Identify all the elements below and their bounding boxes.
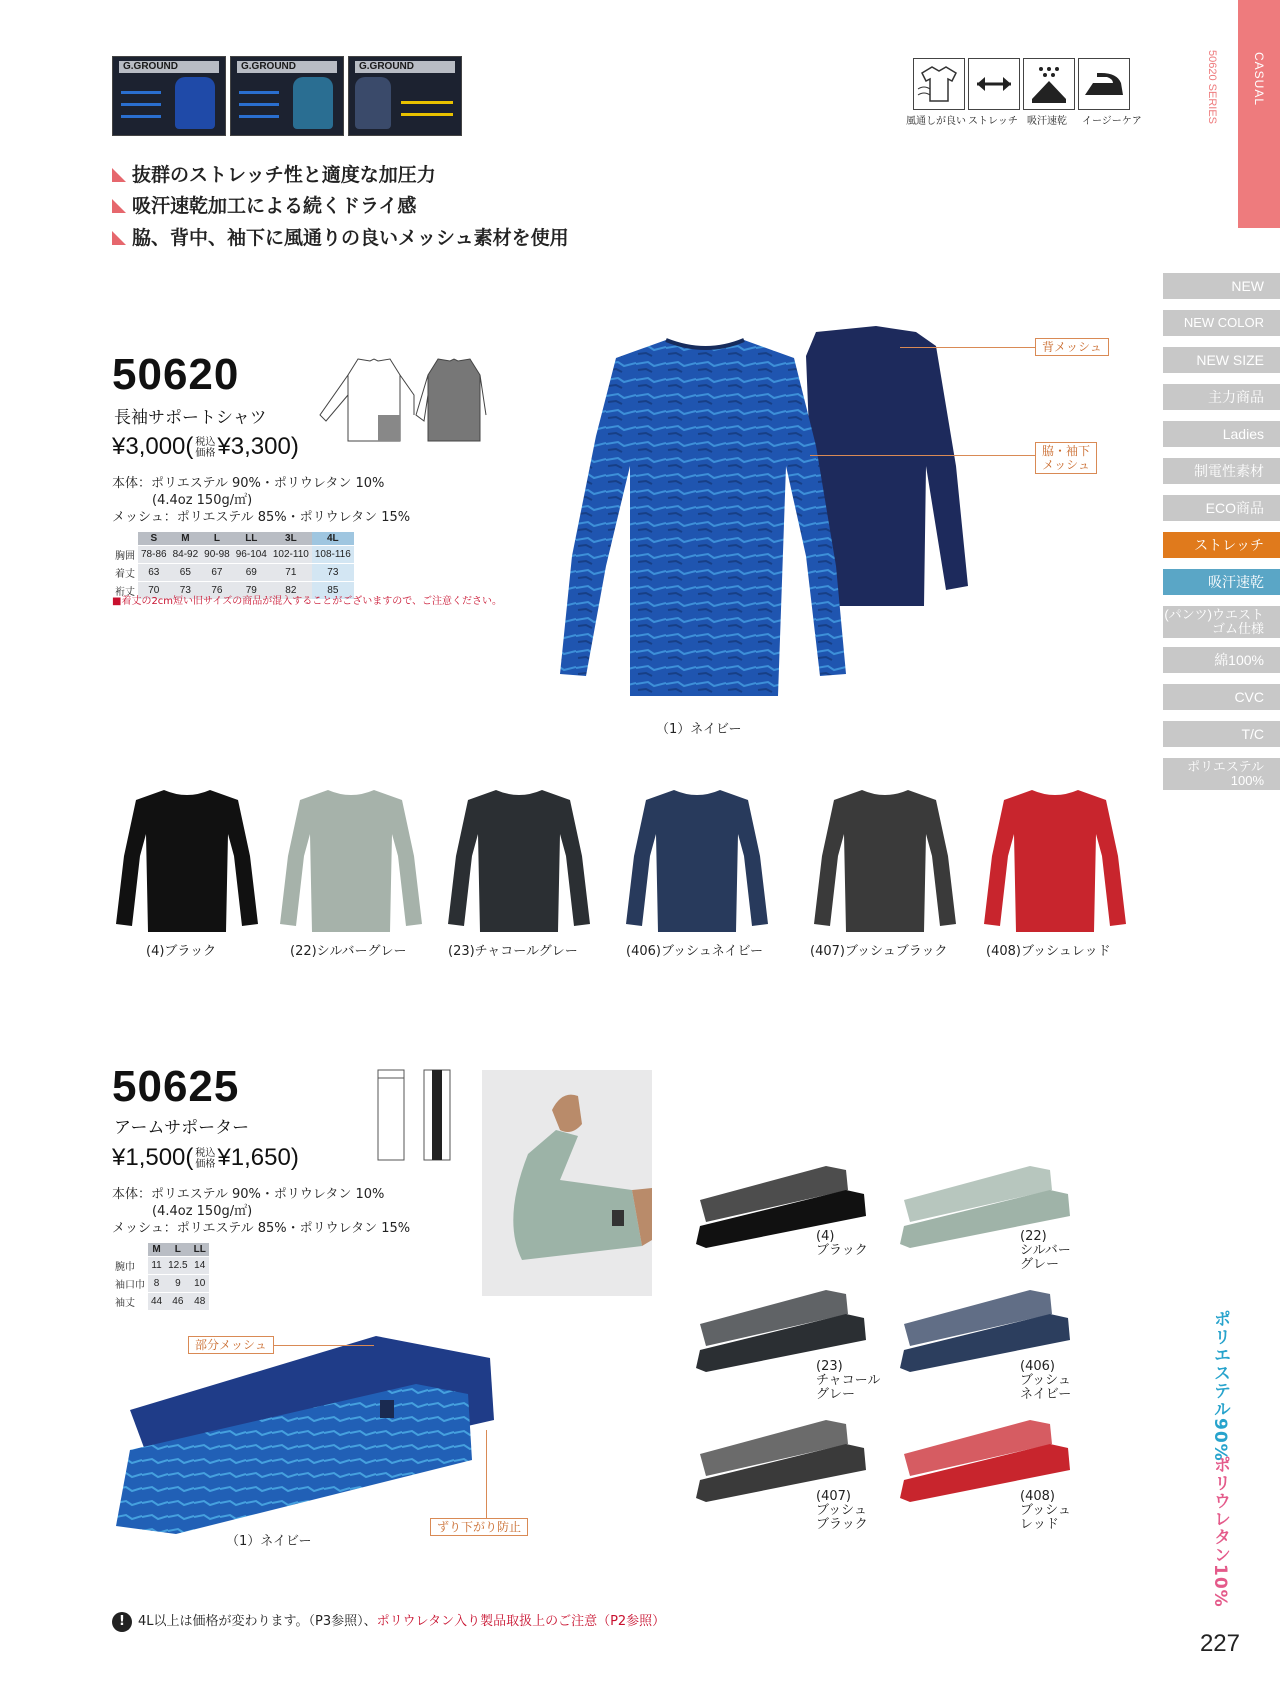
caption-line: (406)	[1020, 1359, 1055, 1374]
sleeve-color-caption	[1020, 1490, 1071, 1532]
bullet-icon	[112, 168, 126, 182]
color-variant-photo	[276, 786, 426, 936]
tag-line: (パンツ)ウエスト	[1164, 607, 1264, 622]
caption-line: シルバー	[1020, 1243, 1071, 1258]
page-number: 227	[1199, 1630, 1240, 1657]
color-caption: (407)ブッシュブラック	[810, 944, 948, 959]
sleeve-color-caption	[1020, 1360, 1071, 1402]
sleeve-color-caption	[816, 1230, 868, 1258]
shirt-shape	[448, 790, 590, 932]
size-cell: 46	[165, 1293, 190, 1311]
sleeve-color-caption	[816, 1360, 880, 1402]
size-header: L	[201, 532, 233, 546]
size-cell: 78-86	[138, 546, 170, 564]
size-cell: 82	[270, 582, 312, 600]
feature-item	[112, 160, 436, 187]
color-variant-photo	[112, 786, 262, 936]
shirt-icon	[913, 58, 965, 110]
tag-eco[interactable]: ECO商品	[1163, 495, 1280, 521]
callout-line: メッシュ	[1042, 458, 1090, 472]
tag-main-product[interactable]: 主力商品	[1163, 384, 1280, 410]
product-name: 長袖サポートシャツ	[114, 408, 267, 428]
size-cell: 73	[170, 582, 202, 600]
icon-label: 吸汗速乾	[1027, 116, 1067, 127]
material-line: (4.4oz 150g/㎡)	[152, 1204, 253, 1219]
color-caption: (408)ブッシュレッド	[986, 944, 1111, 959]
size-cell: 71	[270, 564, 312, 582]
sleeve-color-caption	[816, 1490, 868, 1532]
caption-line: (23)	[816, 1359, 843, 1374]
size-row-label: 着丈	[112, 564, 138, 582]
size-header: 4L	[312, 532, 354, 546]
size-header: LL	[233, 532, 270, 546]
material-line: (4.4oz 150g/㎡)	[152, 493, 253, 508]
main-caption: （1）ネイビー	[226, 1534, 312, 1549]
product-code: 50625	[112, 1062, 240, 1111]
tax-label-line: 税込	[195, 1147, 216, 1159]
material-polyester-vertical: ポリエステル90%	[1210, 1310, 1230, 1462]
tag-quick-dry[interactable]: 吸汗速乾	[1163, 569, 1280, 595]
size-cell: 73	[312, 564, 354, 582]
color-caption: (22)シルバーグレー	[290, 944, 407, 959]
size-cell: 9	[165, 1275, 190, 1293]
color-variant-photo	[980, 786, 1130, 936]
tax-label-line: 税込	[195, 436, 216, 448]
size-note: ■着丈の2cm短い旧サイズの商品が混入することがございますので、ご注意ください。	[112, 596, 503, 607]
section-tab[interactable]	[1238, 0, 1280, 228]
color-variant-photo	[622, 786, 772, 936]
caption-line: (22)	[1020, 1229, 1047, 1244]
stretch-icon	[968, 58, 1020, 110]
caption-line: チャコール	[816, 1373, 881, 1388]
size-header: S	[138, 532, 170, 546]
size-header: L	[165, 1243, 190, 1257]
size-header: M	[148, 1243, 165, 1257]
product-name: アームサポーター	[114, 1118, 250, 1138]
tag-new-size[interactable]: NEW SIZE	[1163, 347, 1280, 373]
size-cell: 70	[138, 582, 170, 600]
tag-stretch[interactable]: ストレッチ	[1163, 532, 1280, 558]
banner-logo: G.GROUND	[237, 61, 337, 73]
main-caption: （1）ネイビー	[656, 722, 742, 737]
callout-anti-slip: ずり下がり防止	[430, 1518, 528, 1536]
price-value: ¥3,000	[112, 433, 186, 460]
footer-text: 4L以上は価格が変わります。（P3参照）、	[138, 1614, 377, 1629]
caption-line: (408)	[1020, 1489, 1055, 1504]
material-text	[112, 475, 410, 526]
bullet-icon	[112, 199, 126, 213]
tag-new[interactable]: NEW	[1163, 273, 1280, 299]
callout-back-mesh: 背メッシュ	[1035, 338, 1109, 356]
size-header: LL	[191, 1243, 209, 1257]
price-tax-value: ¥3,300	[217, 433, 291, 460]
caption-line: グレー	[1020, 1257, 1060, 1272]
tag-line: ゴム仕様	[1211, 621, 1264, 636]
size-cell: 12.5	[165, 1257, 190, 1275]
size-cell: 44	[148, 1293, 165, 1311]
size-cell: 85	[312, 582, 354, 600]
callout-side-mesh	[1035, 442, 1097, 474]
icon-label: 風通しが良い	[906, 116, 966, 127]
size-cell: 8	[148, 1275, 165, 1293]
size-cell: 63	[138, 564, 170, 582]
banner-logo: G.GROUND	[119, 61, 219, 73]
feature-item	[112, 223, 569, 250]
product-code: 50620	[112, 350, 240, 399]
warning-icon: !	[112, 1612, 132, 1632]
tag-cvc[interactable]: CVC	[1163, 684, 1280, 710]
color-caption: (23)チャコールグレー	[448, 944, 578, 959]
size-cell: 108-116	[312, 546, 354, 564]
size-cell: 90-98	[201, 546, 233, 564]
size-row-label: 裄丈	[112, 582, 138, 600]
size-cell: 14	[191, 1257, 209, 1275]
shirt-shape	[116, 790, 258, 932]
tag-new-color[interactable]: NEW COLOR	[1163, 310, 1280, 336]
size-cell: 48	[191, 1293, 209, 1311]
size-cell: 76	[201, 582, 233, 600]
tag-cotton[interactable]: 綿100%	[1163, 647, 1280, 673]
banner-logo: G.GROUND	[355, 61, 455, 73]
caption-line: グレー	[816, 1387, 856, 1402]
footer-link-caution[interactable]: ポリウレタン入り製品取扱上のご注意（P2参照）	[376, 1614, 666, 1629]
size-table	[112, 532, 354, 599]
material-line: メッシュ：ポリエステル 85%・ポリウレタン 15%	[112, 1221, 411, 1236]
tax-label-line: 価格	[195, 447, 216, 459]
feature-text: 脇、背中、袖下に風通りの良いメッシュ素材を使用	[132, 227, 569, 249]
size-cell: 10	[191, 1275, 209, 1293]
product-photo-sleeve-navy	[116, 1330, 508, 1540]
section-tab-casual: CASUAL	[1252, 52, 1266, 107]
caption-line: ブッシュ	[1020, 1503, 1071, 1518]
tag-polyester[interactable]	[1163, 758, 1280, 790]
caption-line: レッド	[1020, 1517, 1059, 1532]
color-caption: (406)ブッシュネイビー	[626, 944, 764, 959]
price: ¥3,000( 税込 価格¥3,300)	[112, 433, 299, 460]
tag-tc[interactable]: T/C	[1163, 721, 1280, 747]
shirt-shape	[280, 790, 422, 932]
icon-label: イージーケア	[1082, 116, 1142, 127]
size-cell: 84-92	[170, 546, 202, 564]
callout-line: 脇・袖下	[1042, 444, 1091, 458]
color-variant-photo	[810, 786, 960, 936]
sleeve-color-caption	[1020, 1230, 1071, 1272]
caption-line: ブラック	[816, 1517, 868, 1532]
size-row-label: 袖口巾	[112, 1275, 148, 1293]
color-variant-photo	[444, 786, 594, 936]
tag-ladies[interactable]: Ladies	[1163, 421, 1280, 447]
product-banner	[112, 56, 226, 136]
size-header: 3L	[270, 532, 312, 546]
icon-label: ストレッチ	[968, 116, 1018, 127]
model-arm-photo	[482, 1070, 652, 1296]
tax-label-line: 価格	[195, 1158, 216, 1170]
size-cell: 69	[233, 564, 270, 582]
sleeve-flat-drawing	[376, 1068, 452, 1164]
price: ¥1,500( 税込 価格¥1,650)	[112, 1144, 299, 1171]
size-cell: 11	[148, 1257, 165, 1275]
tax-label	[195, 437, 215, 459]
footer-note	[112, 1610, 665, 1632]
series-label: 50620 SERIES	[1206, 50, 1218, 124]
tag-line: 100%	[1230, 773, 1264, 788]
size-row-label: 腕巾	[112, 1257, 148, 1275]
callout-partial-mesh: 部分メッシュ	[188, 1336, 274, 1354]
material-line: 本体：ポリエステル 90%・ポリウレタン 10%	[112, 476, 385, 491]
size-table	[112, 1243, 209, 1310]
material-polyurethane-vertical: ポリウレタン10%	[1210, 1456, 1230, 1608]
tag-line: ポリエステル	[1187, 759, 1264, 774]
feature-text: 吸汗速乾加工による続くドライ感	[132, 195, 417, 217]
shirt-shape	[984, 790, 1126, 932]
iron-icon	[1078, 58, 1130, 110]
product-photo-navy	[516, 326, 1036, 726]
product-banner	[230, 56, 344, 136]
tag-waist-rubber[interactable]	[1163, 606, 1280, 638]
size-cell: 65	[170, 564, 202, 582]
size-row-label: 袖丈	[112, 1293, 148, 1311]
size-cell: 102-110	[270, 546, 312, 564]
color-caption: (4)ブラック	[146, 944, 217, 959]
shirt-shape	[814, 790, 956, 932]
tax-label	[195, 1148, 215, 1170]
product-banner	[348, 56, 462, 136]
feature-item	[112, 191, 416, 218]
size-header: M	[170, 532, 202, 546]
quick-dry-icon	[1023, 58, 1075, 110]
caption-line: (4)	[816, 1229, 835, 1244]
size-cell: 67	[201, 564, 233, 582]
feature-text: 抜群のストレッチ性と適度な加圧力	[132, 164, 436, 186]
bullet-icon	[112, 231, 126, 245]
caption-line: ネイビー	[1020, 1387, 1072, 1402]
material-line: メッシュ：ポリエステル 85%・ポリウレタン 15%	[112, 510, 411, 525]
shirt-flat-drawing	[318, 355, 488, 445]
caption-line: ブッシュ	[816, 1503, 867, 1518]
caption-line: (407)	[816, 1489, 851, 1504]
price-tax-value: ¥1,650	[217, 1144, 291, 1171]
shirt-shape	[626, 790, 768, 932]
caption-line: ブラック	[816, 1243, 868, 1258]
price-value: ¥1,500	[112, 1144, 186, 1171]
size-cell: 96-104	[233, 546, 270, 564]
material-line: 本体：ポリエステル 90%・ポリウレタン 10%	[112, 1187, 385, 1202]
caption-line: ブッシュ	[1020, 1373, 1071, 1388]
size-row-label: 胸囲	[112, 546, 138, 564]
material-text	[112, 1186, 410, 1237]
tag-antistatic[interactable]: 制電性素材	[1163, 458, 1280, 484]
size-cell: 79	[233, 582, 270, 600]
